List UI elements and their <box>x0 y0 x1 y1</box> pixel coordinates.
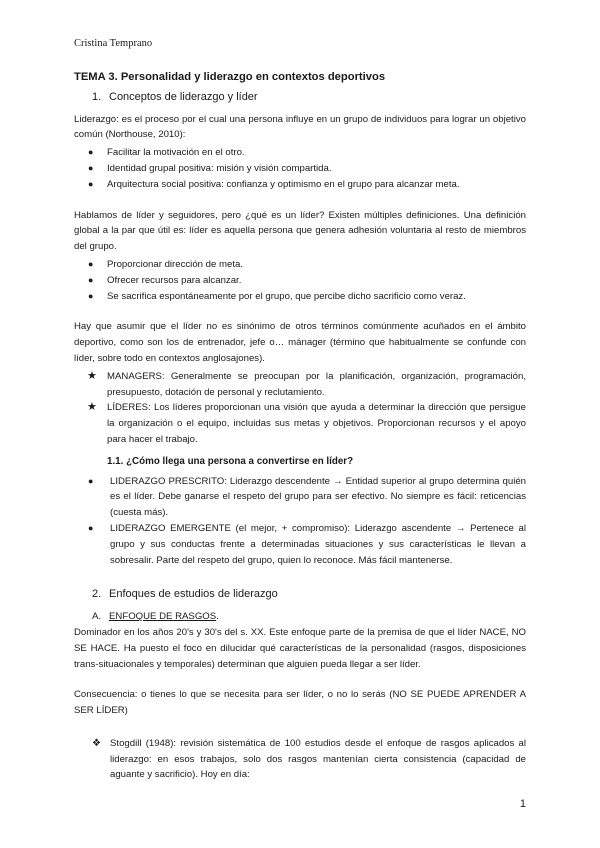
diamond-bullet-icon: ❖ <box>92 737 101 749</box>
bullet-icon: ● <box>88 290 94 301</box>
list-item: ● Ofrecer recursos para alcanzar. <box>74 273 526 289</box>
list-item: ● Arquitectura social positiva: confianza y optimismo en el grupo para alcanzar meta. <box>74 177 526 193</box>
leader-vs-manager-paragraph: Hay que asumir que el líder no es sinónimo de otros términos comúnmente acuñados en el ámbito deportivo, como son los de entrenador, jefe o… mánager (término que habitualmente se confunde con líder, sobre todo en contextos anglosajones). <box>74 321 526 364</box>
consequence-paragraph: Consecuencia: o tienes lo que se necesita para ser líder, o no lo serás (NO SE PUEDE APRENDER A SER LÍDER) <box>74 689 526 717</box>
list-item: ❖ Stogdill (1948): revisión sistemática de 100 estudios desde el enfoque de rasgos aplicados al liderazgo: en esos trabajos, solo dos rasgos mantenían cierta consistencia (capacidad de aguante y sacrificio). Hoy en día: <box>92 737 526 781</box>
leadership-definition: Liderazgo: es el proceso por el cual una persona influye en un grupo de individuos para lograr un objetivo común (Northouse, 2010): <box>74 113 526 141</box>
trait-approach-title: ENFOQUE DE RASGOS <box>109 611 217 623</box>
leader-definition: Hablamos de líder y seguidores, pero ¿qué es un líder? Existen múltiples definiciones. Una definición global a la par que útil es: líder es aquella persona que genera adhesión voluntaria al resto de miembros del grupo. <box>74 209 526 253</box>
manager-leader-list <box>74 369 526 448</box>
trait-approach-dot: . <box>216 611 219 623</box>
list-item: ★ MANAGERS: Generalmente se preocupan por la planificación, organización, programación, presupuesto, dotación de personal y reclutamiento. <box>87 369 526 398</box>
list-item: ● LIDERAZGO PRESCRITO: Liderazgo descendente → Entidad superior al grupo determina quién es el líder. Debe ganarse el respeto del grupo para ser efectivo. No siempre es fácil: reticencias (cuesta más). <box>88 475 526 519</box>
bullet-icon: ● <box>88 475 94 486</box>
bullet-icon: ● <box>88 178 94 189</box>
page-number: 1 <box>519 798 526 810</box>
document-title: TEMA 3. Personalidad y liderazgo en contextos deportivos <box>74 71 386 83</box>
leadership-bullets <box>74 145 526 192</box>
section-1-title: Conceptos de liderazgo y líder <box>109 90 258 103</box>
bullet-icon: ● <box>88 147 94 158</box>
document-body <box>74 70 526 783</box>
subsection-a-label: A. <box>92 611 102 623</box>
bullet-icon: ● <box>88 522 94 533</box>
bullet-icon: ● <box>88 258 94 269</box>
stogdill-list <box>74 736 526 783</box>
list-item: ● Se sacrifica espontáneamente por el grupo, que percibe dicho sacrificio como veraz. <box>74 289 526 305</box>
trait-approach-paragraph: Dominador en los años 20's y 30's del s. XX. Este enfoque parte de la premisa de que el líder NACE, NO SE HACE. Ha puesto el foco en dilucidar qué características de la personalidad (rasgos, disposiciones trans-situacionales y temporales) determinan que alguien pueda llegar a ser líder. <box>74 626 526 670</box>
section-1-number: 1. <box>92 90 102 103</box>
section-1-heading <box>92 90 526 106</box>
section-2-heading <box>92 587 526 603</box>
section-2-title: Enfoques de estudios de liderazgo <box>109 588 278 601</box>
list-item: ● Proporcionar dirección de meta. <box>74 257 526 273</box>
star-icon: ★ <box>87 401 97 414</box>
star-icon: ★ <box>87 369 97 382</box>
list-item: ★ LÍDERES: Los líderes proporcionan una visión que ayuda a determinar la dirección que persigue la organización o el equipo, incluidas sus metas y objetivos. Proporcionan recursos y el apoyo para hacer el trabajo. <box>87 401 526 445</box>
bullet-icon: ● <box>88 274 94 285</box>
subsection-1-1-heading: 1.1. ¿Cómo llega una persona a convertirse en líder? <box>107 455 354 467</box>
leader-bullets <box>74 257 526 304</box>
list-item: ● Identidad grupal positiva: misión y visión compartida. <box>74 161 526 177</box>
trait-approach-heading <box>92 609 526 625</box>
bullet-icon: ● <box>88 162 94 173</box>
leadership-types-list <box>74 474 526 569</box>
page-header-author: Cristina Temprano <box>74 38 153 49</box>
list-item: ● Facilitar la motivación en el otro. <box>74 145 526 161</box>
section-2-number: 2. <box>92 588 102 601</box>
list-item: ● LIDERAZGO EMERGENTE (el mejor, + compromiso): Liderazgo ascendente → Pertenece al grupo y sus conductas frente a determinadas situaciones y sus características le llevan a sobresalir. Parte del respeto del grupo, quien lo reconoce. Más fácil mantenerse. <box>88 522 526 566</box>
